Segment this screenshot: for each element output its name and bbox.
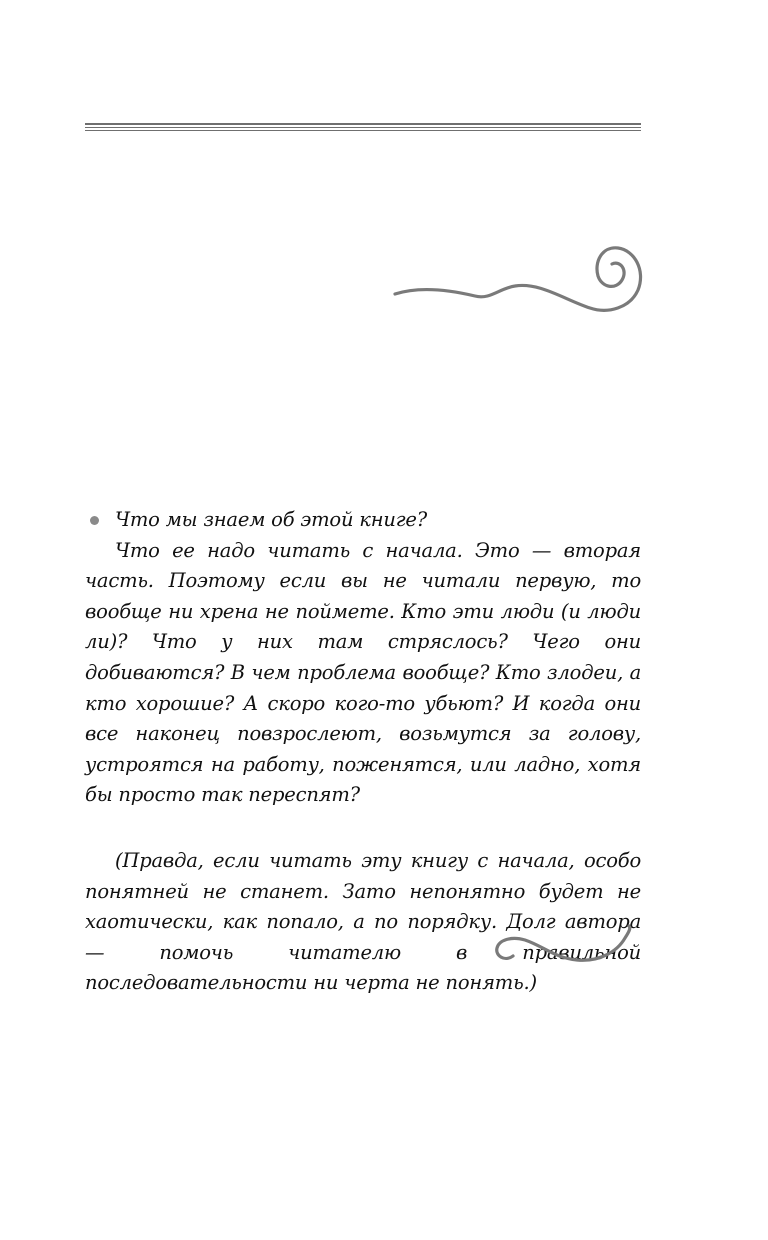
body-paragraph: (Правда, если читать эту книгу с начала, особо понятней не станет. Зато непонятно будет не хаотически, как попало, а по порядку. Долг автора — помочь читателю в правильной последовательности ни черта не понять.) bbox=[85, 848, 641, 995]
header-double-rule bbox=[85, 123, 641, 133]
bullet-dot-icon bbox=[90, 516, 99, 525]
body-paragraph: Что ее надо читать с начала. Это — вторая часть. Поэтому если вы не читали первую, то вообще ни хрена не поймете. Кто эти люди (и люди ли)? Что у них там стряслось? Чего они добиваются? В чем проблема вообще? Кто злодеи, а кто хорошие? А скоро кого-то убьют? И когда они все наконец повзрослеют, возьмутся за голову, устроятся на работу, поженятся, или ладно, хотя бы просто так переспят? bbox=[85, 538, 641, 807]
header-rule-line bbox=[85, 123, 641, 125]
header-rule-line bbox=[85, 127, 641, 128]
question-heading bbox=[85, 505, 641, 536]
swirl-flourish-icon bbox=[390, 238, 650, 328]
question-text: Что мы знаем об этой книге? bbox=[115, 508, 428, 531]
swirl-flourish-icon bbox=[485, 922, 635, 974]
header-rule-line bbox=[85, 130, 641, 131]
